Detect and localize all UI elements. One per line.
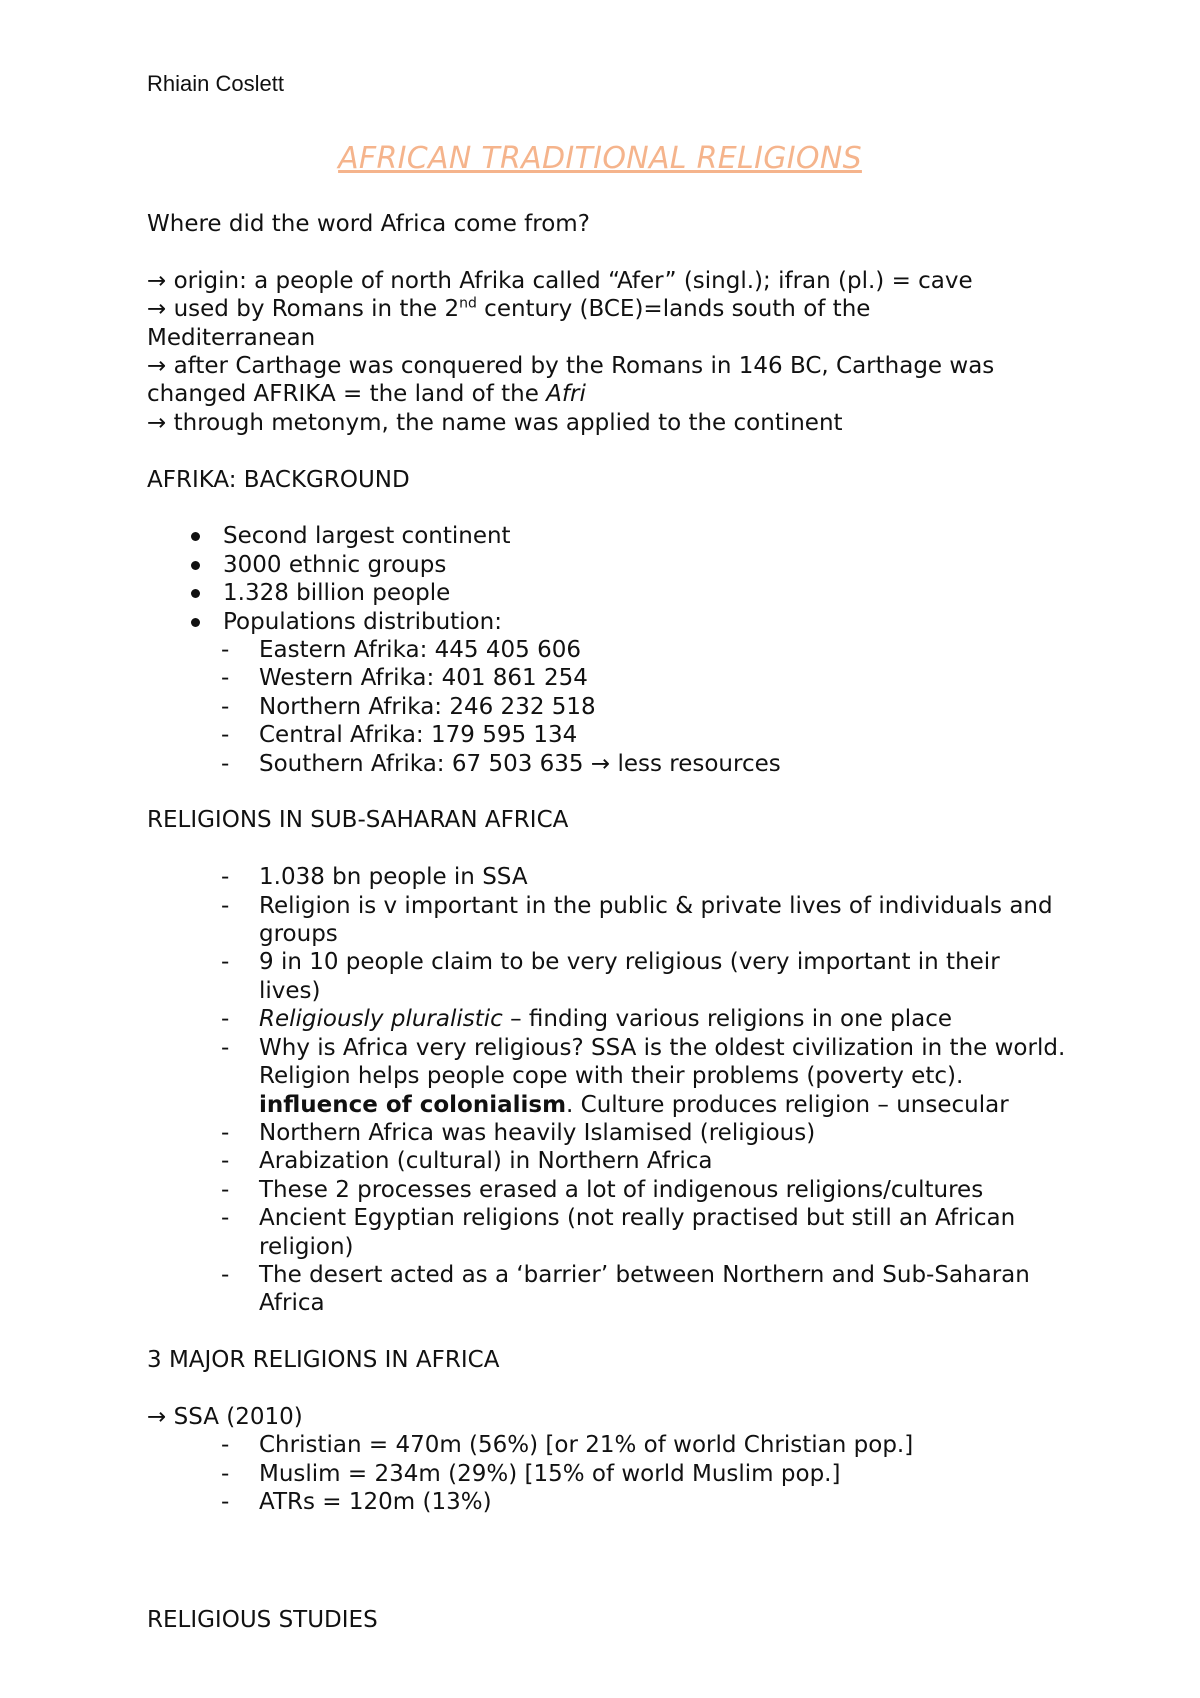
list-item: - 1.038 bn people in SSA bbox=[147, 863, 1067, 891]
intro-line-carthage: → after Carthage was conquered by the Romans in 146 BC, Carthage was changed AFRIKA = the land of the Afri bbox=[147, 353, 995, 408]
major-religions-list bbox=[147, 1431, 1067, 1516]
list-item: - Ancient Egyptian religions (not really practised but still an African religion) bbox=[147, 1204, 1067, 1261]
document-title: AFRICAN TRADITIONAL RELIGIONS bbox=[338, 141, 862, 176]
list-item: 1.328 billion people bbox=[147, 579, 1067, 607]
author-name: Rhiain Coslett bbox=[147, 71, 284, 96]
list-item: - Christian = 470m (56%) [or 21% of world Christian pop.] bbox=[147, 1431, 1067, 1459]
region-list bbox=[147, 636, 1067, 778]
list-item: - ATRs = 120m (13%) bbox=[147, 1488, 1067, 1516]
list-item: Second largest continent bbox=[147, 522, 1067, 550]
list-item: - The desert acted as a ‘barrier’ between Northern and Sub-Saharan Africa bbox=[147, 1261, 1067, 1318]
list-item: - Arabization (cultural) in Northern Africa bbox=[147, 1147, 1067, 1175]
arrow-icon: → bbox=[147, 1403, 167, 1430]
arrow-icon: → bbox=[147, 409, 167, 436]
major-religions-heading: 3 MAJOR RELIGIONS IN AFRICA bbox=[147, 1347, 500, 1374]
list-item: - Eastern Afrika: 445 405 606 bbox=[147, 636, 1067, 664]
intro-line-romans: → used by Romans in the 2nd century (BCE)=lands south of the Mediterranean bbox=[147, 295, 871, 351]
intro-line-origin: → origin: a people of north Afrika called “Afer” (singl.); ifran (pl.) = cave bbox=[147, 267, 973, 294]
arrow-icon: → bbox=[147, 267, 167, 294]
list-item: - These 2 processes erased a lot of indigenous religions/cultures bbox=[147, 1176, 1067, 1204]
arrow-icon: → bbox=[147, 353, 167, 380]
intro-line-metonym: → through metonym, the name was applied to the continent bbox=[147, 409, 843, 436]
major-religions-subheading: → SSA (2010) bbox=[147, 1403, 303, 1430]
list-item: - Why is Africa very religious? SSA is the oldest civilization in the world. Religion helps people cope with their problems (poverty etc). influence of colonialism. Culture produces religion – unsecular bbox=[147, 1034, 1067, 1119]
background-bullet-list bbox=[147, 522, 1067, 636]
list-item: - Northern Afrika: 246 232 518 bbox=[147, 693, 1067, 721]
list-item: - Religion is v important in the public & private lives of individuals and groups bbox=[147, 892, 1067, 949]
arrow-icon: → bbox=[147, 296, 167, 323]
document-body bbox=[147, 210, 1067, 1517]
list-item: 3000 ethnic groups bbox=[147, 551, 1067, 579]
list-item: - 9 in 10 people claim to be very religious (very important in their lives) bbox=[147, 948, 1067, 1005]
ssa-heading: RELIGIONS IN SUB-SAHARAN AFRICA bbox=[147, 807, 569, 834]
page-footer: RELIGIOUS STUDIES bbox=[147, 1607, 378, 1633]
list-item: - Muslim = 234m (29%) [15% of world Muslim pop.] bbox=[147, 1460, 1067, 1488]
intro-question: Where did the word Africa come from? bbox=[147, 211, 590, 237]
ssa-list bbox=[147, 863, 1067, 1318]
list-item: - Northern Africa was heavily Islamised (religious) bbox=[147, 1119, 1067, 1147]
list-item: Populations distribution: bbox=[147, 608, 1067, 636]
list-item: - Western Afrika: 401 861 254 bbox=[147, 664, 1067, 692]
list-item: - Central Afrika: 179 595 134 bbox=[147, 721, 1067, 749]
list-item: - Southern Afrika: 67 503 635 → less resources bbox=[147, 750, 1067, 778]
list-item: - Religiously pluralistic – finding various religions in one place bbox=[147, 1005, 1067, 1033]
background-heading: AFRIKA: BACKGROUND bbox=[147, 466, 410, 493]
